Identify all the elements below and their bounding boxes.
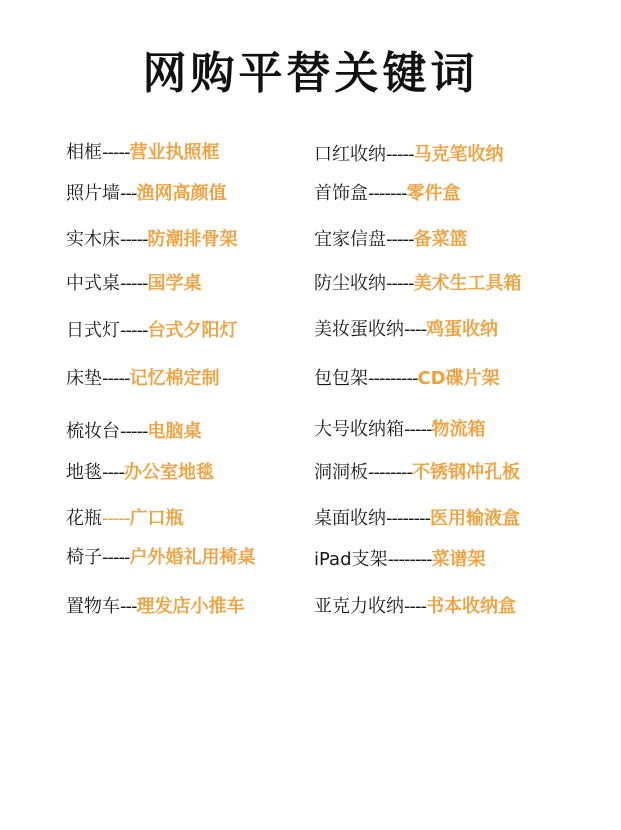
alternative-keyword: 办公室地毯	[123, 462, 214, 483]
list-item	[314, 228, 467, 252]
alternative-keyword: 备菜篮	[413, 229, 468, 250]
keyword: 桌面收纳	[314, 508, 386, 529]
list-item	[314, 418, 485, 442]
list-item	[66, 228, 237, 252]
dash-separator: ----	[404, 319, 426, 340]
dash-separator: -----	[120, 273, 148, 294]
keyword: 首饰盒	[314, 183, 368, 204]
list-item	[66, 546, 255, 570]
keyword: 宜家信盘	[314, 229, 386, 250]
keyword: 大号收纳箱	[314, 419, 404, 440]
dash-separator: -----	[102, 142, 130, 163]
dash-separator: ---	[120, 596, 137, 617]
list-item	[66, 507, 183, 531]
dash-separator: --------	[386, 508, 430, 529]
keyword: 中式桌	[66, 273, 120, 294]
keyword: 置物车	[66, 596, 120, 617]
alternative-keyword: 书本收纳盒	[425, 596, 516, 617]
keyword: 梳妆台	[66, 421, 120, 442]
alternative-keyword: 记忆棉定制	[129, 368, 220, 389]
dash-separator: ---	[120, 183, 137, 204]
alternative-keyword: 广口瓶	[129, 508, 184, 529]
list-item	[314, 143, 503, 167]
page-title: 网购平替关键词	[142, 48, 479, 99]
alternative-keyword: 菜谱架	[431, 549, 486, 570]
keyword: 口红收纳	[314, 144, 386, 165]
keyword: 照片墙	[66, 183, 120, 204]
list-item	[314, 507, 520, 531]
list-item	[66, 272, 201, 296]
alternative-keyword: 不锈钢冲孔板	[411, 462, 520, 483]
alternative-keyword: 理发店小推车	[136, 596, 245, 617]
keyword: 花瓶	[66, 508, 102, 529]
keyword: iPad支架	[314, 549, 388, 570]
list-item	[314, 272, 521, 296]
dash-separator: -----	[120, 229, 148, 250]
list-item	[314, 318, 498, 342]
alternative-keyword: 物流箱	[431, 419, 486, 440]
keyword: 椅子	[66, 547, 102, 568]
dash-separator: -----	[120, 421, 148, 442]
alternative-keyword: 电脑桌	[147, 421, 202, 442]
list-item	[66, 141, 219, 165]
keyword: 相框	[66, 142, 102, 163]
dash-separator: --------	[368, 462, 412, 483]
keyword: 洞洞板	[314, 462, 368, 483]
alternative-keyword: 防潮排骨架	[147, 229, 238, 250]
dash-separator: ---------	[368, 368, 418, 389]
alternative-keyword: 台式夕阳灯	[147, 320, 238, 341]
keyword: 包包架	[314, 368, 368, 389]
keyword: 地毯	[66, 462, 102, 483]
list-item	[66, 461, 214, 485]
dash-separator: -----	[404, 419, 432, 440]
list-item	[314, 461, 520, 485]
keyword: 亚克力收纳	[314, 596, 404, 617]
alternative-keyword: 医用输液盒	[429, 508, 520, 529]
dash-separator: ----	[404, 596, 426, 617]
keyword: 美妆蛋收纳	[314, 319, 404, 340]
dash-separator: --------	[387, 549, 432, 570]
alternative-keyword: 美术生工具箱	[413, 273, 522, 294]
keyword: 日式灯	[66, 320, 120, 341]
list-item	[314, 182, 460, 206]
dash-separator: -----	[102, 368, 130, 389]
alternative-keyword: 零件盒	[406, 183, 461, 204]
alternative-keyword: 鸡蛋收纳	[425, 319, 498, 340]
list-item	[66, 595, 245, 619]
dash-separator: -----	[120, 320, 148, 341]
alternative-keyword: 户外婚礼用椅桌	[129, 547, 256, 568]
list-item	[314, 367, 500, 391]
list-item	[66, 182, 227, 206]
alternative-keyword: 营业执照框	[129, 142, 220, 163]
dash-separator: ----	[102, 462, 124, 483]
alternative-keyword: CD碟片架	[417, 368, 500, 389]
keyword: 防尘收纳	[314, 273, 386, 294]
dash-separator: -----	[386, 144, 414, 165]
keyword: 床垫	[66, 368, 102, 389]
dash-separator: -----	[102, 508, 130, 529]
dash-separator: -------	[368, 183, 407, 204]
list-item	[66, 367, 219, 391]
list-item	[314, 548, 485, 572]
keyword: 实木床	[66, 229, 120, 250]
alternative-keyword: 渔网高颜值	[136, 183, 227, 204]
list-item	[66, 319, 237, 343]
list-item	[66, 420, 201, 444]
alternative-keyword: 国学桌	[147, 273, 202, 294]
dash-separator: -----	[386, 273, 414, 294]
alternative-keyword: 马克笔收纳	[413, 144, 504, 165]
dash-separator: -----	[102, 547, 130, 568]
list-item	[314, 595, 516, 619]
dash-separator: -----	[386, 229, 414, 250]
